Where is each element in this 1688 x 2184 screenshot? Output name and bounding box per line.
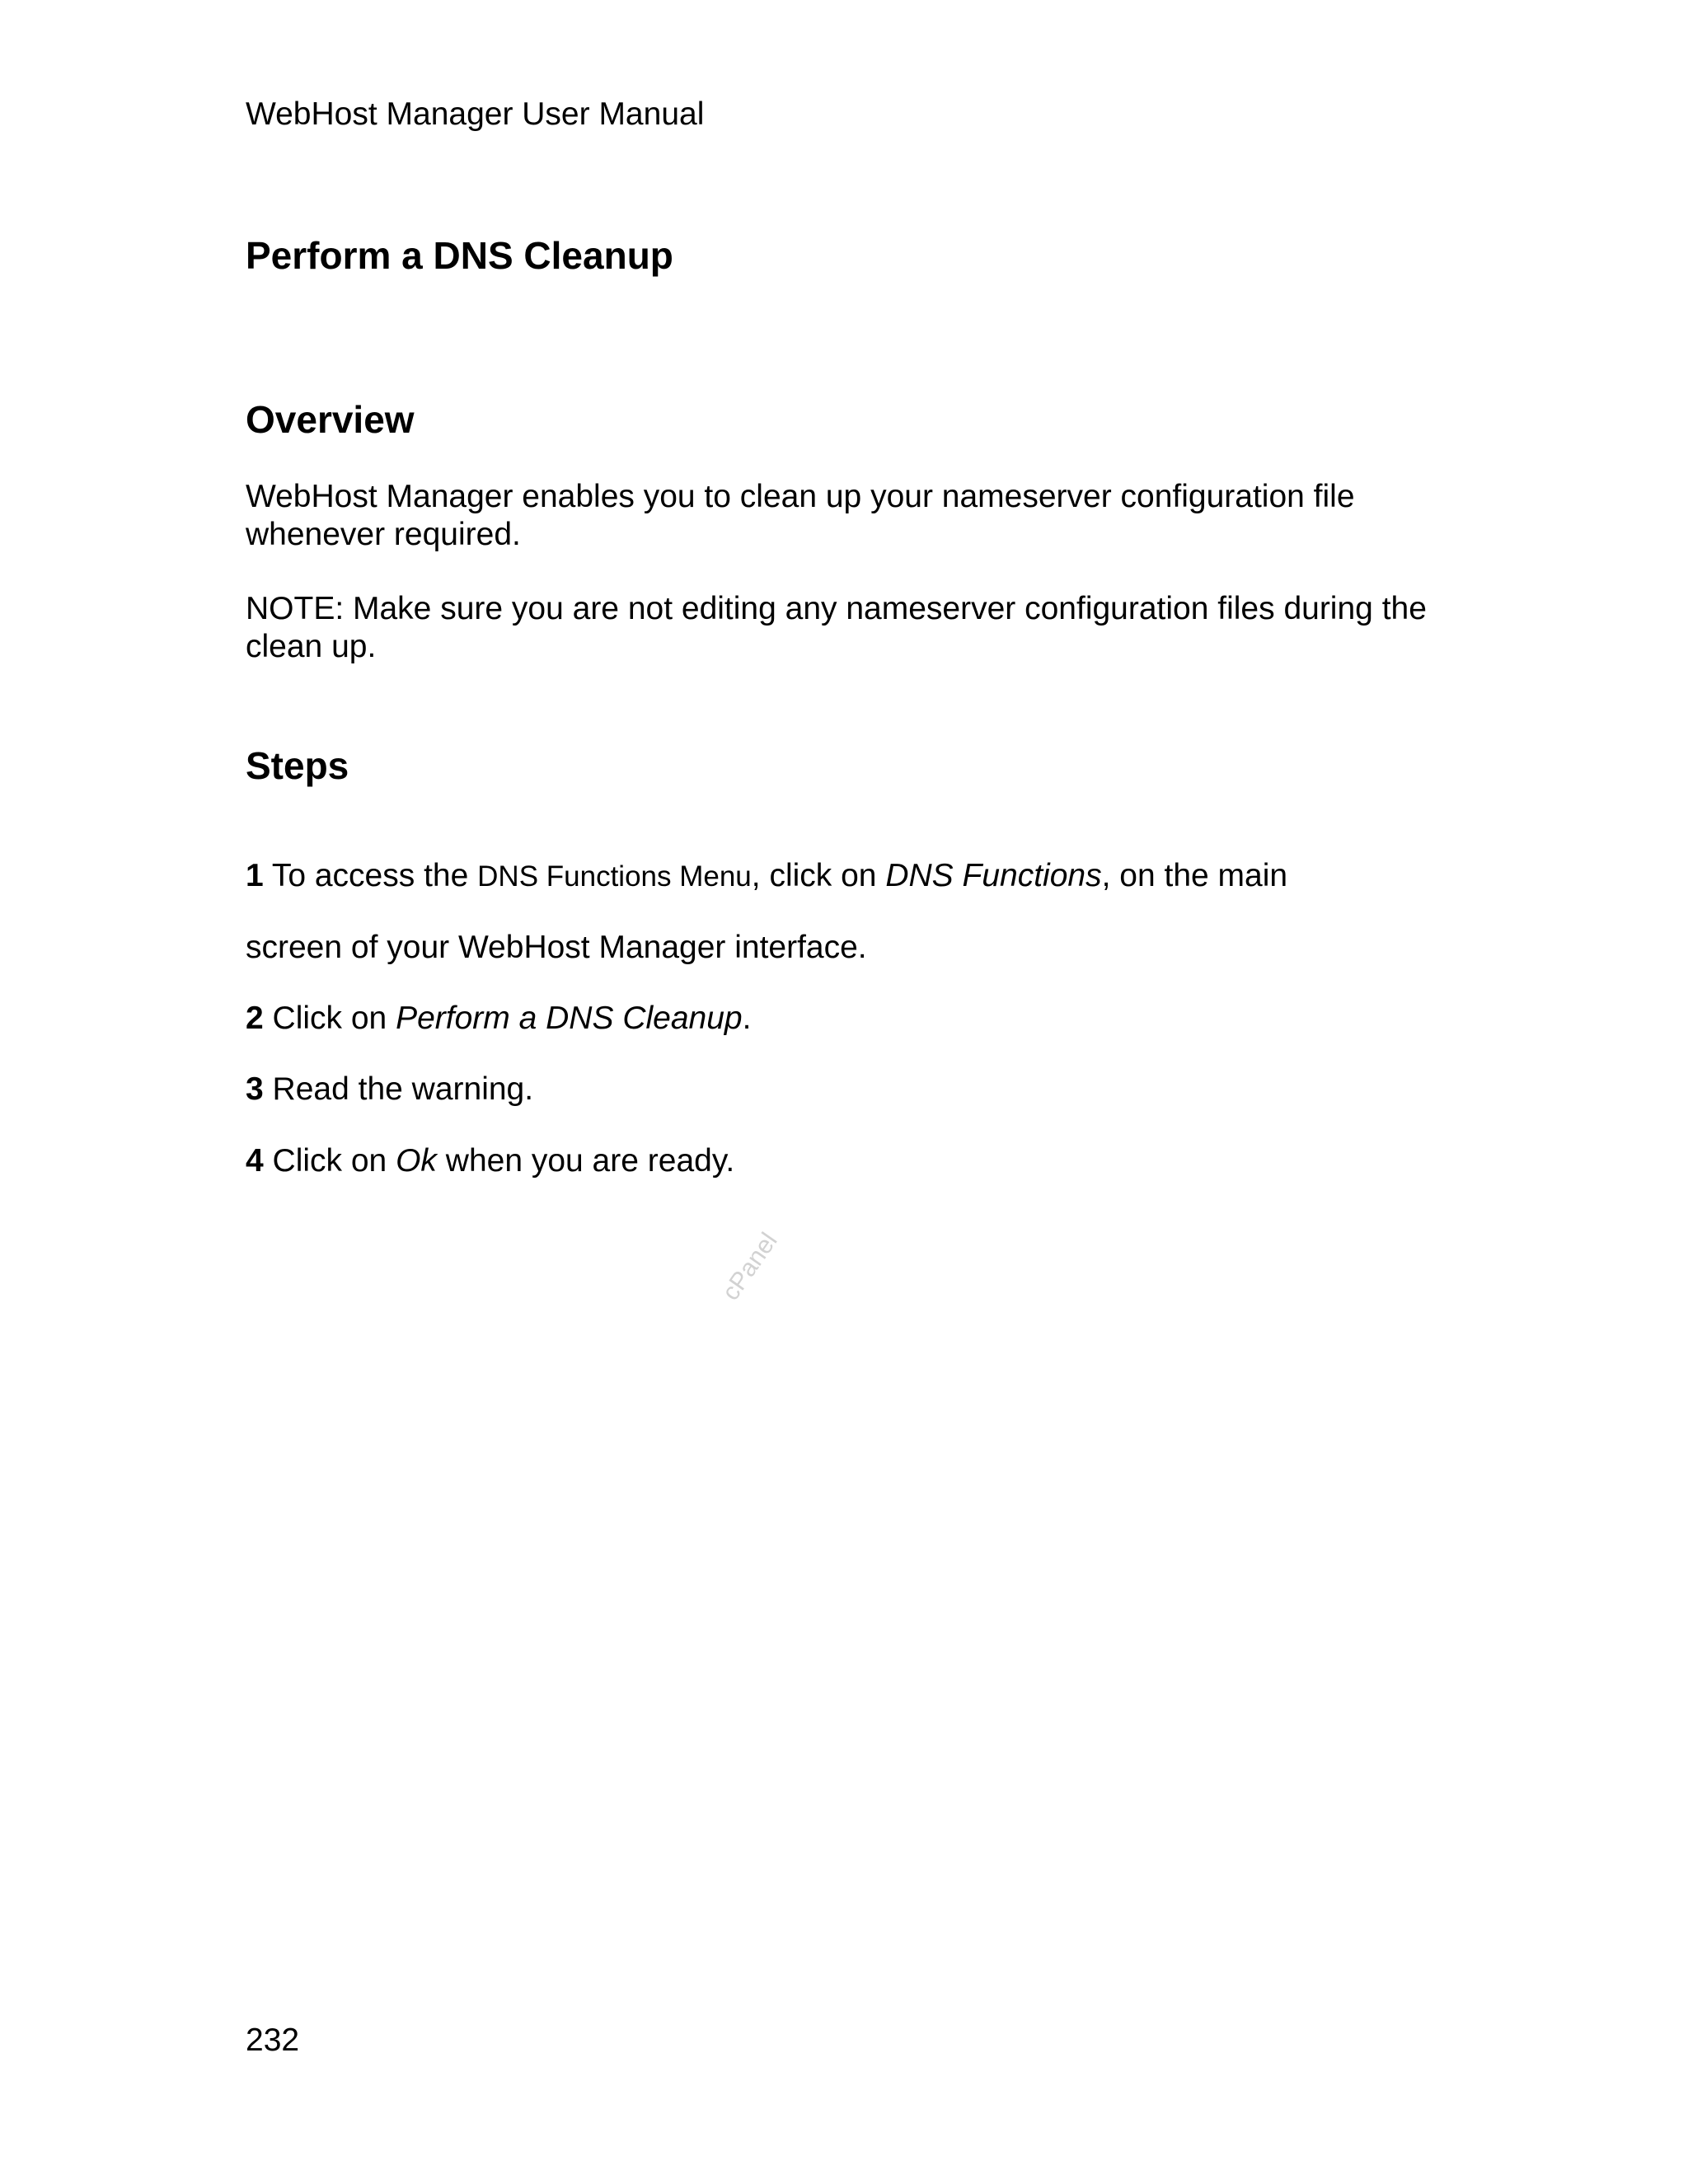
step-2-text-a: Click on <box>263 1001 396 1036</box>
overview-paragraph: WebHost Manager enables you to clean up your nameserver configuration file whenever required. <box>246 479 1355 552</box>
step-4-text-a: Click on <box>263 1143 396 1179</box>
page-title: Perform a DNS Cleanup <box>246 234 673 277</box>
step-2-emphasis: Perform a DNS Cleanup <box>396 1001 743 1036</box>
step-4-text-b: when you are ready. <box>436 1143 735 1179</box>
watermark: cPanel <box>717 1227 783 1305</box>
steps-heading: Steps <box>246 744 349 787</box>
step-3-number: 3 <box>246 1071 264 1107</box>
step-3-text: Read the warning. <box>263 1071 534 1107</box>
step-1 <box>246 857 1287 896</box>
step-1-text-b: , click on <box>751 858 886 893</box>
step-1-continuation: screen of your WebHost Manager interface. <box>246 930 867 965</box>
running-header: WebHost Manager User Manual <box>246 96 705 132</box>
step-1-text-a: To access the <box>263 858 478 893</box>
step-2-text-b: . <box>742 1001 752 1036</box>
step-4-number: 4 <box>246 1143 264 1179</box>
note-paragraph: NOTE: Make sure you are not editing any nameserver configuration files during the clean up. <box>246 591 1427 664</box>
step-1-number: 1 <box>246 858 264 893</box>
step-4-emphasis: Ok <box>396 1143 437 1179</box>
step-1-text-c: , on the main <box>1101 858 1288 893</box>
step-2 <box>246 1000 751 1038</box>
step-4 <box>246 1142 734 1181</box>
step-2-number: 2 <box>246 1001 264 1036</box>
overview-heading: Overview <box>246 398 415 441</box>
step-1-emphasis: DNS Functions <box>885 858 1102 893</box>
step-3 <box>246 1071 533 1109</box>
page-number: 232 <box>246 2022 300 2058</box>
step-1-menu-name: DNS Functions Menu <box>477 860 752 893</box>
